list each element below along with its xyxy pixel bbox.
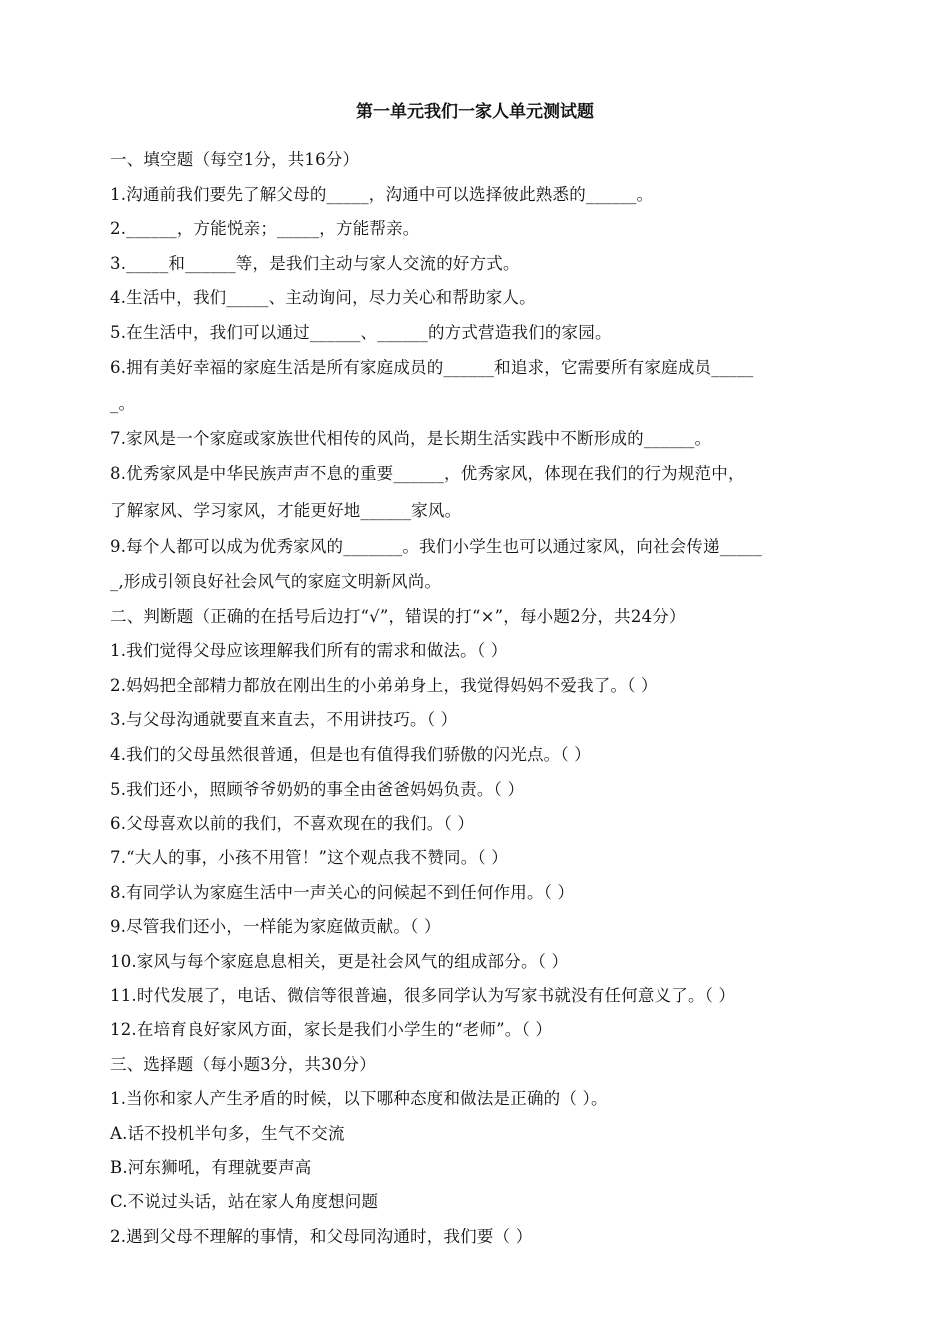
question-line: 1.当你和家人产生矛盾的时候，以下哪种态度和做法是正确的（ ）。 [110,1089,608,1108]
section-heading-true-false: 二、判断题（正确的在括号后边打“√”，错误的打“×”，每小题2分，共24分） [110,607,686,626]
choice-option: A.话不投机半句多，生气不交流 [110,1124,345,1143]
question-line: 1.我们觉得父母应该理解我们所有的需求和做法。（ ） [110,641,508,660]
question-line: 2.______，方能悦亲；_____，方能帮亲。 [110,219,420,238]
section-heading-fill-in: 一、填空题（每空1分，共16分） [110,150,360,169]
question-line: 10.家风与每个家庭息息相关，更是社会风气的组成部分。（ ） [110,952,569,971]
document-title: 第一单元我们一家人单元测试题 [356,102,594,122]
question-line: 2.妈妈把全部精力都放在刚出生的小弟弟身上，我觉得妈妈不爱我了。（ ） [110,676,658,695]
question-line: 11.时代发展了，电话、微信等很普遍，很多同学认为写家书就没有任何意义了。（ ） [110,986,736,1005]
question-line-continuation: _,形成引领良好社会风气的家庭文明新风尚。 [110,572,442,591]
section-heading-multiple-choice: 三、选择题（每小题3分，共30分） [110,1055,376,1074]
question-line: 5.我们还小，照顾爷爷奶奶的事全由爸爸妈妈负责。（ ） [110,780,525,799]
question-line: 8.优秀家风是中华民族声声不息的重要______，优秀家风，体现在我们的行为规范中， [110,464,745,483]
question-line: 5.在生活中，我们可以通过______、______的方式营造我们的家园。 [110,323,612,342]
question-line: 9.每个人都可以成为优秀家风的_______。我们小学生也可以通过家风，向社会传递_____ [110,537,762,556]
question-line-continuation: 了解家风、学习家风，才能更好地______家风。 [110,501,462,520]
question-line: 7.家风是一个家庭或家族世代相传的风尚，是长期生活实践中不断形成的______。 [110,429,712,448]
question-line-continuation: _。 [110,394,136,413]
question-line: 6.拥有美好幸福的家庭生活是所有家庭成员的______和追求，它需要所有家庭成员_____ [110,358,754,377]
question-line: 7.“大人的事，小孩不用管！”这个观点我不赞同。（ ） [110,848,509,867]
question-line: 4.生活中，我们_____、主动询问，尽力关心和帮助家人。 [110,288,536,307]
question-line: 1.沟通前我们要先了解父母的_____，沟通中可以选择彼此熟悉的______。 [110,185,654,204]
question-line: 3._____和______等，是我们主动与家人交流的好方式。 [110,254,520,273]
question-line: 2.遇到父母不理解的事情，和父母同沟通时，我们要（ ） [110,1227,533,1246]
question-line: 4.我们的父母虽然很普通，但是也有值得我们骄傲的闪光点。（ ） [110,745,591,764]
question-line: 12.在培育良好家风方面，家长是我们小学生的“老师”。（ ） [110,1020,553,1039]
question-line: 6.父母喜欢以前的我们，不喜欢现在的我们。（ ） [110,814,475,833]
choice-option: C.不说过头话，站在家人角度想问题 [110,1192,379,1211]
question-line: 8.有同学认为家庭生活中一声关心的问候起不到任何作用。（ ） [110,883,575,902]
question-line: 9.尽管我们还小，一样能为家庭做贡献。（ ） [110,917,441,936]
question-line: 3.与父母沟通就要直来直去，不用讲技巧。（ ） [110,710,458,729]
choice-option: B.河东狮吼，有理就要声高 [110,1158,312,1177]
